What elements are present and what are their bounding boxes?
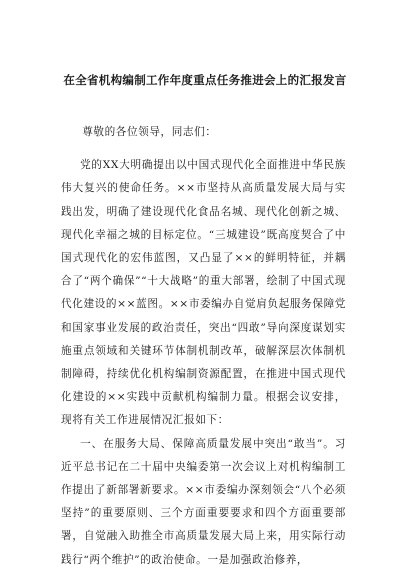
paragraph-intro: 党的XX大明确提出以中国式现代化全面推进中华民族伟大复兴的使命任务。××市坚持从高质量发展大局与实践出发，明确了建设现代化食品名城、现代化创新之城、现代化幸福之城的目标定位。“三城建设”既高度契合了中国式现代化的宏伟蓝图，又凸显了××的鲜明特征，并耦合了“两个确保”“十大战略”的重大部署，绘制了中国式现代化建设的××蓝图。××市委编办自觉肩负起服务保障党和国家事业发展的政治责任，突出“四敢”导向深度谋划实施重点领域和关键环节体制机制改革，破解深层次体制机制障碍，持续优化机构编制资源配置，在推进中国式现代化建设的××实践中贡献机构编制力量。根据会议安排，现将有关工作进展情况汇报如下： — [61, 159, 346, 427]
paragraph-section-one: 一、在服务大局、保障高质量发展中突出“敢当”。习近平总书记在二十届中央编委第一次会议上对机构编制工作提出了新部署新要求。××市委编办深刻领会“八个必须坚持”的重要原则、三个方面重要要求和四个方面重要部署，自觉融入助推全市高质量发展大局上来，用实际行动践行“两个维护”的政治使命。一是加强政治修养， — [61, 437, 346, 566]
document-title: 在全省机构编制工作年度重点任务推进会上的汇报发言 — [63, 73, 347, 87]
salutation: 尊敬的各位领导，同志们： — [82, 126, 217, 138]
document-body — [61, 121, 346, 572]
